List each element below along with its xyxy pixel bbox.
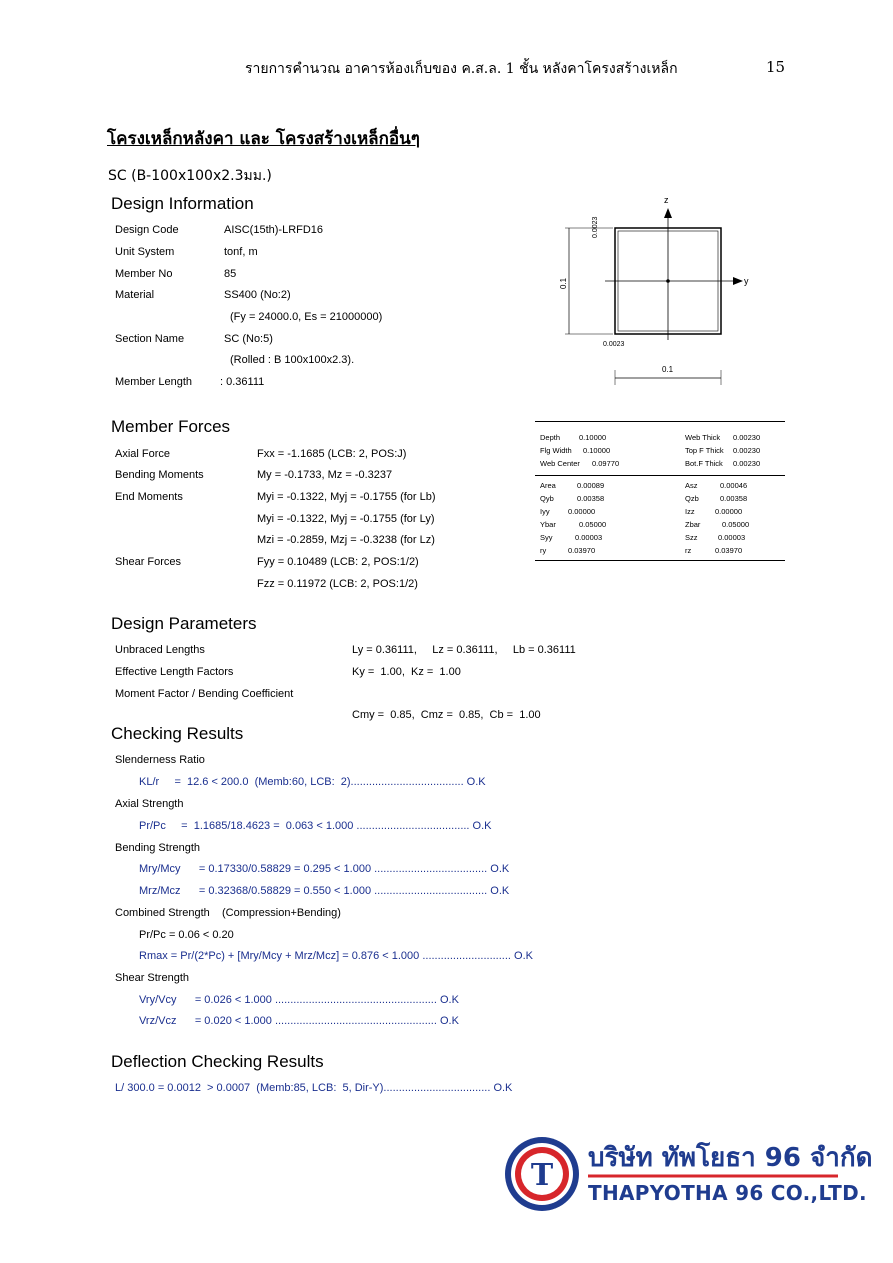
width-dim-label: 0.1 — [662, 365, 674, 374]
prop-value: 0.10000 — [579, 433, 607, 442]
member-forces-value: Myi = -0.1322, Myj = -0.1755 (for Ly) — [257, 513, 435, 525]
design-params-label: Effective Length Factors — [115, 666, 234, 678]
check-group-label: Bending Strength — [115, 842, 201, 854]
prop-value: 0.09770 — [592, 459, 620, 468]
prop-label: rz — [685, 546, 692, 555]
prop-label: Qyb — [540, 494, 554, 503]
prop-value: 0.00358 — [720, 494, 748, 503]
props-bottom-rule — [535, 560, 785, 561]
section-properties-box — [535, 421, 785, 561]
design-info-label: Member Length — [115, 376, 193, 388]
design-info-value: (Rolled : B 100x100x2.3). — [230, 354, 355, 366]
check-group-label: Combined Strength (Compression+Bending) — [115, 907, 341, 919]
prop-value: 0.03970 — [715, 546, 743, 555]
prop-label: Syy — [540, 533, 553, 542]
y-axis-label: y — [744, 276, 749, 286]
company-name-english: THAPYOTHA 96 CO.,LTD. — [588, 1181, 867, 1205]
check-result-line: Vrz/Vcz = 0.020 < 1.000 ..................................................... O.K — [139, 1015, 459, 1027]
design-info-value: SS400 (No:2) — [224, 289, 291, 301]
prop-value: 0.00000 — [568, 507, 596, 516]
prop-label: Bot.F Thick — [685, 459, 723, 468]
design-info-value: (Fy = 24000.0, Es = 21000000) — [230, 311, 383, 323]
design-info-label: Unit System — [115, 246, 175, 258]
checking-heading: Checking Results — [111, 724, 244, 743]
design-info-label: Section Name — [115, 333, 185, 345]
design-info-value: tonf, m — [224, 246, 258, 258]
member-forces-value: My = -0.1733, Mz = -0.3237 — [257, 469, 393, 481]
prop-value: 0.05000 — [579, 520, 607, 529]
prop-value: 0.00358 — [577, 494, 605, 503]
prop-value: 0.00230 — [733, 459, 761, 468]
page-number: 15 — [766, 58, 786, 76]
design-params-value: Ky = 1.00, Kz = 1.00 — [352, 666, 461, 678]
prop-value: 0.00000 — [715, 507, 743, 516]
member-forces-value: Myi = -0.1322, Myj = -0.1755 (for Lb) — [257, 491, 436, 503]
design-params-heading: Design Parameters — [111, 614, 257, 633]
member-forces-value: Fzz = 0.11972 (LCB: 2, POS:1/2) — [257, 578, 418, 590]
design-params-label: Unbraced Lengths — [115, 644, 205, 656]
member-forces-label: Bending Moments — [115, 469, 204, 481]
centroid-dot — [666, 279, 670, 283]
prop-label: Top F Thick — [685, 446, 724, 455]
prop-value: 0.00003 — [718, 533, 746, 542]
deflection-result-line: L/ 300.0 = 0.0012 > 0.0007 (Memb:85, LCB: 5, Dir-Y)................................... O.K — [115, 1082, 513, 1094]
prop-label: Izz — [685, 507, 695, 516]
prop-value: 0.00230 — [733, 433, 761, 442]
check-result-line: Pr/Pc = 1.1685/18.4623 = 0.063 < 1.000 ..................................... O.K — [139, 820, 492, 832]
prop-value: 0.00046 — [720, 481, 748, 490]
z-axis-label: z — [664, 195, 669, 205]
page-header-title: รายการคำนวณ อาคารห้องเก็บของ ค.ส.ล. 1 ชั้น หลังคาโครงสร้างเหล็ก — [245, 61, 678, 77]
design-params-value: Cmy = 0.85, Cmz = 0.85, Cb = 1.00 — [352, 709, 541, 721]
design-info-heading: Design Information — [111, 194, 254, 213]
prop-value: 0.05000 — [722, 520, 750, 529]
member-forces-label: Axial Force — [115, 448, 171, 460]
check-group-label: Shear Strength — [115, 972, 189, 984]
prop-label: Depth — [540, 433, 561, 442]
design-info-value: SC (No:5) — [224, 333, 273, 345]
member-forces-label: End Moments — [115, 491, 183, 503]
prop-label: Szz — [685, 533, 698, 542]
prop-value: 0.00230 — [733, 446, 761, 455]
prop-label: Area — [540, 481, 556, 490]
member-forces-value: Fxx = -1.1685 (LCB: 2, POS:J) — [257, 448, 407, 460]
check-group-label: Axial Strength — [115, 798, 184, 810]
check-result-line: Mry/Mcy = 0.17330/0.58829 = 0.295 < 1.000 ..................................... O.K — [139, 863, 510, 875]
prop-label: Asz — [685, 481, 698, 490]
member-title: SC (B-100x100x2.3มม.) — [108, 168, 272, 184]
height-dim-label: 0.1 — [559, 277, 568, 289]
design-info-label: Member No — [115, 268, 173, 280]
check-result-line: Mrz/Mcz = 0.32368/0.58829 = 0.550 < 1.000 ..................................... O.K — [139, 885, 510, 897]
design-info-value: 85 — [224, 268, 237, 280]
check-result-line: Rmax = Pr/(2*Pc) + [Mry/Mcy + Mrz/Mcz] = 0.876 < 1.000 ............................. O.K — [139, 950, 533, 962]
check-result-line: KL/r = 12.6 < 200.0 (Memb:60, LCB: 2)..................................... O.K — [139, 776, 486, 788]
company-logo — [500, 1128, 873, 1220]
deflection-heading: Deflection Checking Results — [111, 1052, 324, 1071]
prop-value: 0.03970 — [568, 546, 596, 555]
prop-label: Ybar — [540, 520, 556, 529]
thickness-top-label: 0.0023 — [592, 216, 599, 238]
thickness-bottom-label: 0.0023 — [603, 341, 625, 348]
design-info-label: Material — [115, 289, 155, 301]
prop-label: ry — [540, 546, 547, 555]
design-info-label: Design Code — [115, 224, 179, 236]
prop-label: Iyy — [540, 507, 550, 516]
section-title: โครงเหล็กหลังคา และ โครงสร้างเหล็กอื่นๆ — [107, 129, 420, 149]
member-forces-heading: Member Forces — [111, 417, 231, 436]
design-params-value: Ly = 0.36111, Lz = 0.36111, Lb = 0.36111 — [352, 644, 576, 656]
section-diagram — [545, 190, 775, 390]
prop-label: Web Thick — [685, 433, 721, 442]
design-info-value: AISC(15th)-LRFD16 — [224, 224, 324, 236]
design-info-value: : 0.36111 — [220, 376, 265, 388]
props-mid-rule — [535, 475, 785, 476]
member-forces-value: Fyy = 0.10489 (LCB: 2, POS:1/2) — [257, 556, 419, 568]
design-params-label: Moment Factor / Bending Coefficient — [115, 688, 294, 700]
logo-letter: T — [530, 1158, 554, 1193]
props-top-rule — [535, 421, 785, 422]
member-forces-label: Shear Forces — [115, 556, 182, 568]
check-condition-line: Pr/Pc = 0.06 < 0.20 — [139, 929, 234, 941]
check-result-line: Vry/Vcy = 0.026 < 1.000 ..................................................... O.K — [139, 994, 459, 1006]
prop-label: Qzb — [685, 494, 699, 503]
member-forces-value: Mzi = -0.2859, Mzj = -0.3238 (for Lz) — [257, 534, 435, 546]
prop-label: Web Center — [540, 459, 580, 468]
check-group-label: Slenderness Ratio — [115, 754, 205, 766]
prop-label: Flg Width — [540, 446, 572, 455]
prop-label: Zbar — [685, 520, 701, 529]
company-name-thai: บริษัท ทัพโยธา 96 จำกัด — [588, 1143, 873, 1173]
z-axis-arrow — [664, 208, 672, 218]
y-axis-arrow — [733, 277, 743, 285]
prop-value: 0.00003 — [575, 533, 603, 542]
prop-value: 0.10000 — [583, 446, 611, 455]
prop-value: 0.00089 — [577, 481, 605, 490]
